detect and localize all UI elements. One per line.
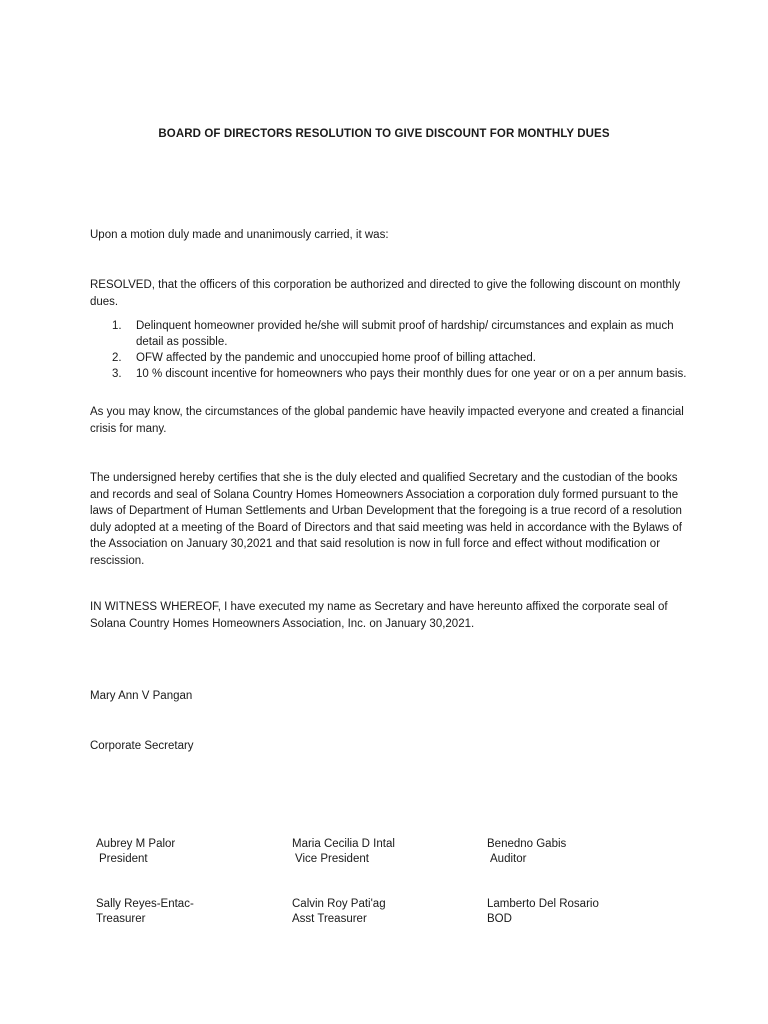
list-item-number: 2.	[112, 352, 122, 364]
signatory-name: Lamberto Del Rosario	[487, 898, 599, 910]
signatory-name: Benedno Gabis	[487, 838, 567, 850]
secretary-name: Mary Ann V Pangan	[90, 690, 193, 702]
signatory-block	[292, 897, 472, 927]
list-item	[90, 318, 690, 350]
signatory-title: Treasurer	[96, 913, 146, 925]
list-item-text: Delinquent homeowner provided he/she will submit proof of hardship/ circumstances and explain as much detail as possible.	[136, 320, 674, 348]
list-item-number: 3.	[112, 368, 122, 380]
signatory-name: Calvin Roy Pati'ag	[292, 898, 386, 910]
discount-list	[90, 318, 690, 382]
certification-paragraph: The undersigned hereby certifies that she is the duly elected and qualified Secretary and the custodian of the books and records and seal of Solana Country Homes Homeowners Association a corporation duly formed pursuant to the laws of Department of Human Settlements and Urban Development that the foregoing is a true record of a resolution duly adopted at a meeting of the Board of Directors and that said meeting was held in accordance with the Bylaws of the Association on January 30,2021 and that said resolution is now in full force and effect without modification or rescission.	[90, 472, 682, 567]
intro-paragraph: Upon a motion duly made and unanimously carried, it was:	[90, 229, 389, 241]
list-item-text: 10 % discount incentive for homeowners who pays their monthly dues for one year or on a per annum basis.	[136, 368, 687, 380]
signatory-block	[96, 897, 276, 927]
signatory-block	[96, 837, 276, 867]
signatory-block	[487, 837, 667, 867]
signatory-name: Sally Reyes-Entac-	[96, 898, 194, 910]
list-item-text: OFW affected by the pandemic and unoccupied home proof of billing attached.	[136, 352, 536, 364]
signatory-title: BOD	[487, 913, 512, 925]
list-item	[90, 366, 690, 382]
pandemic-paragraph: As you may know, the circumstances of the global pandemic have heavily impacted everyone and created a financial crisis for many.	[90, 406, 684, 435]
signatory-title: Asst Treasurer	[292, 913, 367, 925]
signatory-name: Maria Cecilia D Intal	[292, 838, 395, 850]
signatory-name: Aubrey M Palor	[96, 838, 176, 850]
witness-paragraph: IN WITNESS WHEREOF, I have executed my name as Secretary and have hereunto affixed the corporate seal of Solana Country Homes Homeowners Association, Inc. on January 30,2021.	[90, 601, 668, 630]
list-item	[90, 350, 690, 366]
document-title: BOARD OF DIRECTORS RESOLUTION TO GIVE DISCOUNT FOR MONTHLY DUES	[158, 128, 610, 140]
signatory-title: President	[99, 853, 148, 865]
list-item-number: 1.	[112, 320, 122, 332]
secretary-role: Corporate Secretary	[90, 740, 194, 752]
signatory-title: Vice President	[295, 853, 369, 865]
signatory-block	[487, 897, 667, 927]
signatory-block	[292, 837, 472, 867]
signatory-title: Auditor	[490, 853, 527, 865]
resolved-paragraph: RESOLVED, that the officers of this corporation be authorized and directed to give the following discount on monthly dues.	[90, 279, 681, 308]
